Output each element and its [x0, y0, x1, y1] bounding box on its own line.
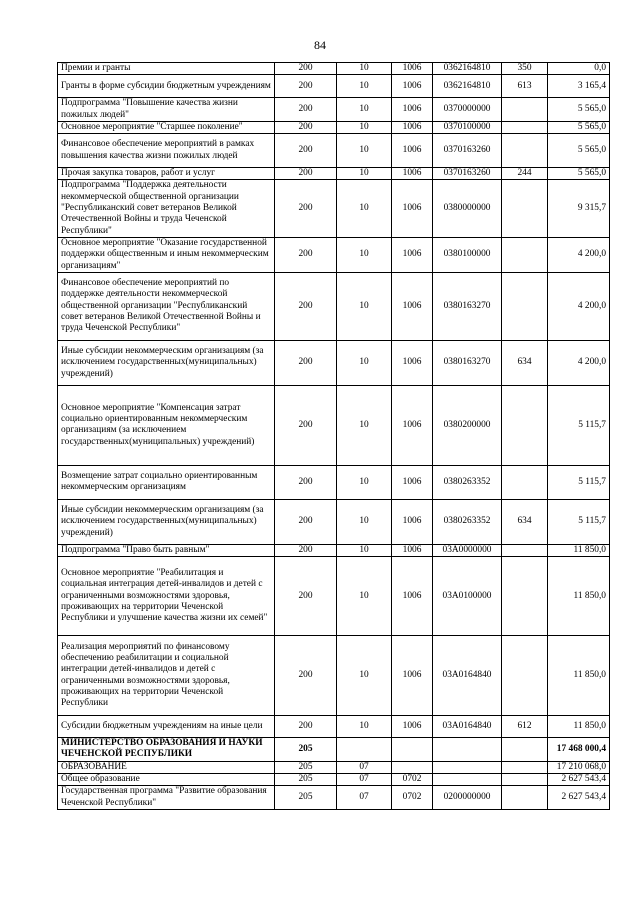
row-target-code: 0380000000	[433, 180, 502, 237]
row-ministry-code: 205	[275, 761, 337, 773]
row-subsection-code: 1006	[392, 237, 433, 272]
row-ministry-code: 200	[275, 168, 337, 180]
row-target-code: 0380200000	[433, 385, 502, 465]
row-amount: 4 200,0	[548, 340, 610, 385]
row-subsection-code: 1006	[392, 75, 433, 98]
row-name: Возмещение затрат социально ориентированным некоммерческим организациям	[58, 465, 275, 499]
row-amount: 0,0	[548, 63, 610, 75]
row-name: Основное мероприятие "Реабилитация и социальная интеграция детей-инвалидов и детей с ограниченными возможностями здоровья, проживающих на территории Чеченской Республики и улучшение качества жизни их семей"	[58, 557, 275, 636]
row-amount: 5 565,0	[548, 121, 610, 133]
row-ministry-code: 200	[275, 121, 337, 133]
table-row	[58, 168, 610, 180]
row-subsection-code: 1006	[392, 499, 433, 544]
row-expense-type	[502, 134, 548, 168]
row-target-code: 0362164810	[433, 75, 502, 98]
row-subsection-code: 1006	[392, 121, 433, 133]
row-expense-type	[502, 385, 548, 465]
table-row	[58, 134, 610, 168]
row-amount: 9 315,7	[548, 180, 610, 237]
row-expense-type	[502, 786, 548, 810]
table-row	[58, 121, 610, 133]
row-amount: 2 627 543,4	[548, 786, 610, 810]
row-amount: 11 850,0	[548, 716, 610, 738]
row-target-code: 0380100000	[433, 237, 502, 272]
row-target-code: 0380163270	[433, 340, 502, 385]
table-row	[58, 340, 610, 385]
row-amount: 5 565,0	[548, 98, 610, 122]
row-ministry-code: 200	[275, 557, 337, 636]
row-expense-type: 612	[502, 716, 548, 738]
row-amount: 11 850,0	[548, 636, 610, 716]
table-row	[58, 237, 610, 272]
row-name: Подпрограмма "Право быть равным"	[58, 544, 275, 556]
row-section-code: 10	[337, 75, 392, 98]
row-subsection-code: 1006	[392, 636, 433, 716]
row-subsection-code: 1006	[392, 544, 433, 556]
row-ministry-code: 200	[275, 98, 337, 122]
row-amount: 17 210 068,0	[548, 761, 610, 773]
row-subsection-code	[392, 761, 433, 773]
row-ministry-code: 200	[275, 716, 337, 738]
row-section-code: 10	[337, 465, 392, 499]
row-amount: 11 850,0	[548, 544, 610, 556]
row-name: Основное мероприятие "Компенсация затрат социально ориентированным некоммерческим организациям (за исключением государственных(муниципальных) учреждений)	[58, 385, 275, 465]
table-row	[58, 385, 610, 465]
row-expense-type	[502, 465, 548, 499]
row-target-code: 0380263352	[433, 499, 502, 544]
row-target-code: 0380263352	[433, 465, 502, 499]
row-expense-type	[502, 237, 548, 272]
row-section-code: 10	[337, 121, 392, 133]
row-amount: 5 115,7	[548, 499, 610, 544]
row-target-code	[433, 774, 502, 786]
row-target-code: 0362164810	[433, 63, 502, 75]
row-subsection-code: 0702	[392, 786, 433, 810]
row-subsection-code: 1006	[392, 98, 433, 122]
row-expense-type: 634	[502, 340, 548, 385]
row-name: Иные субсидии некоммерческим организациям (за исключением государственных(муниципальных) учреждений)	[58, 499, 275, 544]
row-section-code: 10	[337, 237, 392, 272]
row-target-code: 0370000000	[433, 98, 502, 122]
row-target-code	[433, 761, 502, 773]
row-ministry-code: 200	[275, 385, 337, 465]
table-row	[58, 761, 610, 773]
table-row	[58, 738, 610, 762]
row-expense-type: 244	[502, 168, 548, 180]
row-ministry-code: 200	[275, 499, 337, 544]
row-section-code: 10	[337, 499, 392, 544]
row-section-code: 10	[337, 557, 392, 636]
row-subsection-code	[392, 738, 433, 762]
row-ministry-code: 200	[275, 272, 337, 340]
row-ministry-code: 205	[275, 774, 337, 786]
row-subsection-code: 1006	[392, 63, 433, 75]
row-expense-type	[502, 544, 548, 556]
row-amount: 2 627 543,4	[548, 774, 610, 786]
table-row	[58, 544, 610, 556]
row-name: Финансовое обеспечение мероприятий в рамках повышения качества жизни пожилых людей	[58, 134, 275, 168]
row-expense-type: 613	[502, 75, 548, 98]
row-name: Прочая закупка товаров, работ и услуг	[58, 168, 275, 180]
row-name: Общее образование	[58, 774, 275, 786]
row-expense-type	[502, 738, 548, 762]
row-subsection-code: 1006	[392, 557, 433, 636]
row-expense-type	[502, 557, 548, 636]
row-name: Основное мероприятие "Оказание государственной поддержки общественным и иным некоммерческим организациям"	[58, 237, 275, 272]
row-name: Финансовое обеспечение мероприятий по поддержке деятельности некоммерческой общественной организации "Республиканский совет ветеранов Великой Отечественной Войны и труда Чеченской Республики"	[58, 272, 275, 340]
row-name: Гранты в форме субсидии бюджетным учреждениям	[58, 75, 275, 98]
row-section-code: 10	[337, 716, 392, 738]
row-expense-type: 634	[502, 499, 548, 544]
row-subsection-code: 1006	[392, 168, 433, 180]
row-ministry-code: 200	[275, 75, 337, 98]
row-ministry-code: 200	[275, 340, 337, 385]
row-ministry-code: 200	[275, 544, 337, 556]
row-section-code: 10	[337, 636, 392, 716]
row-section-code: 10	[337, 134, 392, 168]
row-subsection-code: 1006	[392, 465, 433, 499]
row-name: Иные субсидии некоммерческим организациям (за исключением государственных(муниципальных) учреждений)	[58, 340, 275, 385]
row-amount: 5 565,0	[548, 134, 610, 168]
row-amount: 5 115,7	[548, 465, 610, 499]
row-expense-type	[502, 774, 548, 786]
row-section-code: 10	[337, 385, 392, 465]
table-row	[58, 180, 610, 237]
row-name: Подпрограмма "Повышение качества жизни пожилых людей"	[58, 98, 275, 122]
row-target-code: 03А0000000	[433, 544, 502, 556]
row-ministry-code: 200	[275, 237, 337, 272]
row-name: ОБРАЗОВАНИЕ	[58, 761, 275, 773]
row-target-code: 03А0100000	[433, 557, 502, 636]
table-row	[58, 499, 610, 544]
row-amount: 5 565,0	[548, 168, 610, 180]
table-row	[58, 98, 610, 122]
row-section-code: 10	[337, 63, 392, 75]
row-subsection-code: 1006	[392, 272, 433, 340]
table-row	[58, 272, 610, 340]
row-name: Субсидии бюджетным учреждениям на иные цели	[58, 716, 275, 738]
row-section-code: 10	[337, 272, 392, 340]
table-row	[58, 557, 610, 636]
row-name: Премии и гранты	[58, 63, 275, 75]
row-target-code	[433, 738, 502, 762]
row-ministry-code: 200	[275, 465, 337, 499]
row-name: Основное мероприятие "Старшее поколение"	[58, 121, 275, 133]
table-row	[58, 63, 610, 75]
table-row	[58, 75, 610, 98]
row-amount: 3 165,4	[548, 75, 610, 98]
row-target-code: 03А0164840	[433, 636, 502, 716]
row-section-code: 07	[337, 786, 392, 810]
row-ministry-code: 200	[275, 180, 337, 237]
row-section-code: 10	[337, 168, 392, 180]
row-target-code: 0370163260	[433, 134, 502, 168]
budget-table	[57, 62, 610, 810]
row-amount: 11 850,0	[548, 557, 610, 636]
row-target-code: 0370100000	[433, 121, 502, 133]
row-expense-type: 350	[502, 63, 548, 75]
row-section-code: 07	[337, 774, 392, 786]
row-amount: 5 115,7	[548, 385, 610, 465]
row-expense-type	[502, 636, 548, 716]
page-number: 84	[314, 38, 326, 52]
row-section-code: 07	[337, 761, 392, 773]
row-subsection-code: 1006	[392, 340, 433, 385]
table-row	[58, 774, 610, 786]
row-name: Подпрограмма "Поддержка деятельности некоммерческой общественной организации "Республиканский совет ветеранов Великой Отечественной Войны и труда Чеченской Республики"	[58, 180, 275, 237]
row-ministry-code: 200	[275, 134, 337, 168]
row-subsection-code: 1006	[392, 716, 433, 738]
row-ministry-code: 205	[275, 738, 337, 762]
row-section-code: 10	[337, 180, 392, 237]
table-row	[58, 465, 610, 499]
row-ministry-code: 200	[275, 636, 337, 716]
row-target-code: 0370163260	[433, 168, 502, 180]
row-name: Государственная программа "Развитие образования Чеченской Республики"	[58, 786, 275, 810]
row-subsection-code: 1006	[392, 180, 433, 237]
row-expense-type	[502, 180, 548, 237]
row-section-code: 10	[337, 340, 392, 385]
row-expense-type	[502, 121, 548, 133]
row-section-code	[337, 738, 392, 762]
row-subsection-code: 1006	[392, 385, 433, 465]
row-expense-type	[502, 272, 548, 340]
row-name: Реализация мероприятий по финансовому обеспечению реабилитации и социальной интеграции детей-инвалидов и детей с ограниченными возможностями здоровья, проживающих на территории Чеченской Республики	[58, 636, 275, 716]
row-amount: 4 200,0	[548, 272, 610, 340]
row-amount: 4 200,0	[548, 237, 610, 272]
row-expense-type	[502, 761, 548, 773]
table-row	[58, 636, 610, 716]
row-amount: 17 468 000,4	[548, 738, 610, 762]
table-row	[58, 786, 610, 810]
row-section-code: 10	[337, 98, 392, 122]
row-subsection-code: 1006	[392, 134, 433, 168]
row-target-code: 03А0164840	[433, 716, 502, 738]
row-target-code: 0200000000	[433, 786, 502, 810]
row-name: МИНИСТЕРСТВО ОБРАЗОВАНИЯ И НАУКИ ЧЕЧЕНСКОЙ РЕСПУБЛИКИ	[58, 738, 275, 762]
row-ministry-code: 200	[275, 63, 337, 75]
row-target-code: 0380163270	[433, 272, 502, 340]
row-subsection-code: 0702	[392, 774, 433, 786]
row-ministry-code: 205	[275, 786, 337, 810]
table-row	[58, 716, 610, 738]
row-section-code: 10	[337, 544, 392, 556]
row-expense-type	[502, 98, 548, 122]
